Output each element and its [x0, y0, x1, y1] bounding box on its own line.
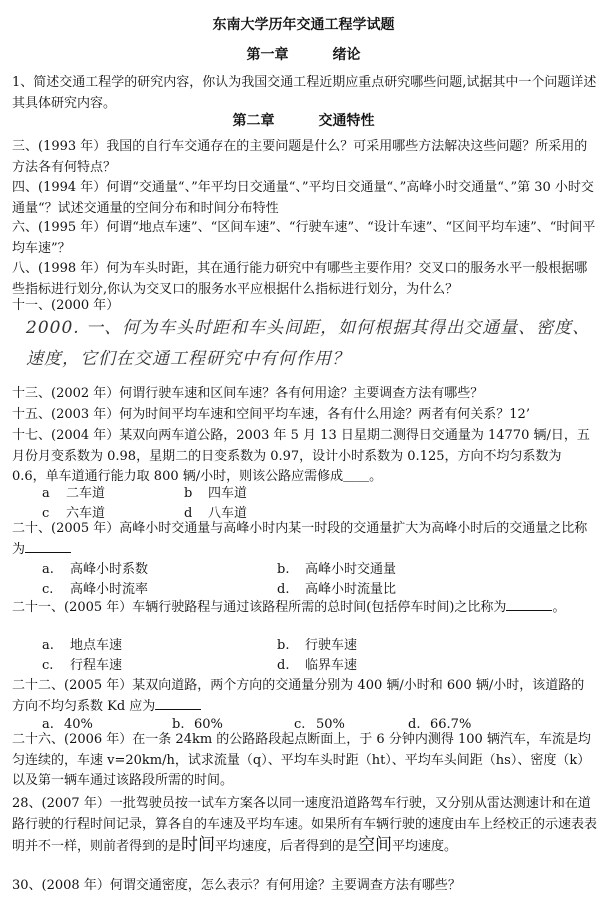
- question-20: 二十、(2005 年）高峰小时交通量与高峰小时内某一时段的交通量扩大为高峰小时后的交通量之比称为: [12, 521, 588, 557]
- document-title: 东南大学历年交通工程学试题: [212, 17, 395, 33]
- question-4: 四、(1994 年）何谓“交通量“、”年平均日交通量“、”平均日交通量“、”高峰小时交通量“、”第 30 小时交通量“？试述交通量的空间分布和时间分布特性: [12, 180, 594, 216]
- question-26: 二十六、(2006 年）在一条 24km 的公路路段起点断面上，于 6 分钟内测得 100 辆汽车，车流是均匀连续的，车速 v=20km/h，试求流量（q）、平均车头时距（ht）、平均车头间距（hs）、密度（k）以及第一辆车通过该路段所需的时间。: [12, 732, 591, 788]
- question-13: 十三、(2002 年）何谓行驶车速和区间车速？各有何用途？主要调查方法有哪些？: [12, 386, 484, 401]
- option-b: b. 60%: [172, 717, 223, 732]
- question-3: 三、(1993 年）我国的自行车交通存在的主要问题是什么？可采用哪些方法解决这些问题？所采用的方法各有何特点？: [12, 139, 588, 175]
- answer-space: 空间: [358, 835, 393, 855]
- question-8: 八、(1998 年）何为车头时距，其在通行能力研究中有哪些主要作用？交叉口的服务水平一般根据哪些指标进行划分,你认为交叉口的服务水平应根据什么指标进行划分，为什么？: [12, 261, 588, 297]
- option-a: a 二车道: [42, 486, 106, 501]
- question-17: 十七、(2004 年）某双向两车道公路，2003 年 5 月 13 日星期二测得日交通量为 14770 辆/日，五月份月变系数为 0.98，星期二的日变系数为 0.97，设计小时系数为 0.125，方向不均匀系数为 0.6，单车道通行能力取 800 辆/小时，则该公路应需修成＿＿。: [12, 428, 590, 484]
- handwritten-question: 2000. 一、何为车头时距和车头间距，如何根据其得出交通量、密度、速度，它们在交通工程研究中有何作用？: [26, 318, 591, 369]
- answer-blank: [155, 697, 201, 710]
- option-a: a. 地点车速: [42, 638, 123, 653]
- option-d: d 八车道: [184, 506, 248, 521]
- option-b: b. 行驶车速: [277, 638, 358, 653]
- question-21-options: [12, 636, 597, 676]
- answer-blank: [506, 598, 552, 611]
- question-21: 二十一、(2005 年）车辆行驶路程与通过该路程所需的总时间(包括停车时间)之比称为 。: [12, 600, 566, 615]
- chapter-2-name: 交通特性: [318, 113, 375, 129]
- question-22: 二十二、(2005 年）某双向道路，两个方向的交通量分别为 400 辆/小时和 600 辆/小时，该道路的方向不均匀系数 Kd 应为: [12, 678, 585, 714]
- question-20-options: [12, 560, 597, 600]
- option-d: d. 高峰小时流量比: [277, 582, 397, 597]
- question-28: 28、(2007 年）一批驾驶员按一试车方案各以同一速度沿道路驾车行驶，又分别从雷达测速计和在道路行驶的行程时间记录，算各自的车速及平均车速。如果所有车辆行驶的速度由车上经校正的示速表表明并不一样，则前者得到的是时间平均速度，后者得到的是空间平均速度。: [12, 796, 598, 855]
- question-17-options: [12, 484, 597, 524]
- option-c: c. 高峰小时流率: [42, 582, 149, 597]
- option-d: d. 66.7%: [408, 717, 472, 732]
- option-a: a. 40%: [42, 717, 93, 732]
- question-30: 30、(2008 年）何谓交通密度，怎么表示？有何用途？主要调查方法有哪些？: [12, 878, 461, 893]
- option-b: b 四车道: [184, 486, 248, 501]
- chapter-1-name: 绪论: [332, 47, 361, 63]
- option-c: c 六车道: [42, 506, 106, 521]
- question-1: 1、简述交通工程学的研究内容，你认为我国交通工程近期应重点研究哪些问题,试据其中一个问题详述其具体研究内容。: [12, 75, 597, 111]
- question-6: 六、(1995 年）何谓“地点车速”、“区间车速”、“行驶车速”、“设计车速”、“区间平均车速”、“时间平均车速”？: [12, 220, 596, 256]
- option-d: d. 临界车速: [277, 658, 358, 673]
- answer-blank: [25, 540, 71, 553]
- question-15: 十五、(2003 年）何为时间平均车速和空间平均车速，各有什么用途？两者有何关系？12’: [12, 407, 530, 422]
- chapter-2-number: 第二章: [232, 113, 275, 129]
- chapter-2-heading: [0, 112, 607, 130]
- question-11: 十一、(2000 年）: [12, 298, 120, 313]
- answer-time: 时间: [181, 835, 216, 855]
- option-b: b. 高峰小时交通量: [277, 562, 397, 577]
- option-a: a. 高峰小时系数: [42, 562, 149, 577]
- chapter-1-heading: [0, 46, 607, 64]
- option-c: c. 50%: [294, 717, 345, 732]
- chapter-1-number: 第一章: [246, 47, 289, 63]
- option-c: c. 行程车速: [42, 658, 123, 673]
